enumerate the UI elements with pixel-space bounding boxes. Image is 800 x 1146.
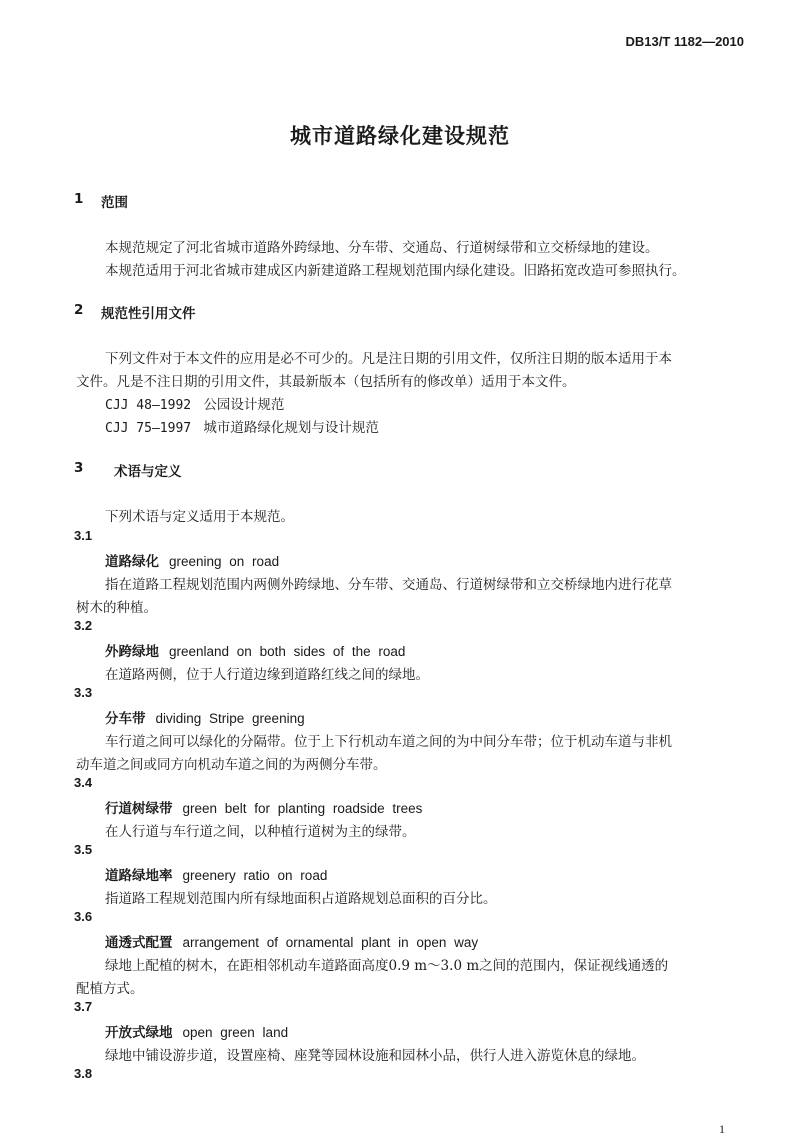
term-heading <box>105 1021 288 1041</box>
term-definition: 车行道之间可以绿化的分隔带。位于上下行机动车道之间的为中间分车带；位于机动车道与非机 <box>105 734 672 750</box>
term-heading <box>105 707 305 727</box>
term-definition: 动车道之间或同方向机动车道之间的为两侧分车带。 <box>76 757 387 773</box>
term-zh: 开放式绿地 <box>105 1025 173 1041</box>
term-heading <box>105 797 422 817</box>
term-en: greenland on both sides of the road <box>169 644 406 659</box>
term-zh: 分车带 <box>105 711 146 727</box>
section-1-number: 1 <box>74 191 84 207</box>
term-heading <box>105 864 327 884</box>
section-3-number: 3 <box>74 460 84 476</box>
term-zh: 外跨绿地 <box>105 644 159 660</box>
page-number: 1 <box>719 1122 725 1136</box>
section-2-para-line-2: 文件。凡是不注日期的引用文件，其最新版本（包括所有的修改单）适用于本文件。 <box>76 374 576 390</box>
term-heading <box>105 640 405 660</box>
term-en: greenery ratio on road <box>182 868 328 883</box>
term-definition: 配植方式。 <box>76 981 144 997</box>
term-zh: 行道树绿带 <box>105 801 173 817</box>
reference-code: CJJ 48—1992 <box>105 398 192 413</box>
section-2-para-line-1: 下列文件对于本文件的应用是必不可少的。凡是注日期的引用文件，仅所注日期的版本适用于本 <box>105 351 672 367</box>
term-definition: 绿地中铺设游步道，设置座椅、座凳等园林设施和园林小品，供行人进入游览休息的绿地。 <box>105 1048 645 1064</box>
section-1-para-2: 本规范适用于河北省城市建成区内新建道路工程规划范围内绿化建设。旧路拓宽改造可参照执行。 <box>105 263 686 279</box>
term-en: open green land <box>182 1025 289 1040</box>
reference-title: 城市道路绿化规划与设计规范 <box>203 420 379 436</box>
term-en: greening on road <box>169 554 280 569</box>
term-heading <box>105 550 279 570</box>
term-number: 3.5 <box>74 842 93 857</box>
term-definition: 树木的种植。 <box>76 600 157 616</box>
term-number: 3.3 <box>74 685 93 700</box>
term-en: dividing Stripe greening <box>155 711 305 726</box>
term-number: 3.1 <box>74 528 93 543</box>
term-number: 3.2 <box>74 618 93 633</box>
section-3-heading: 术语与定义 <box>114 464 182 480</box>
reference-item <box>105 393 284 413</box>
page-title: 城市道路绿化建设规范 <box>290 124 510 148</box>
term-definition: 在道路两侧，位于人行道边缘到道路红线之间的绿地。 <box>105 667 429 683</box>
section-3-intro: 下列术语与定义适用于本规范。 <box>105 509 294 525</box>
section-1-para-1: 本规范规定了河北省城市道路外跨绿地、分车带、交通岛、行道树绿带和立交桥绿地的建设。 <box>105 240 659 256</box>
document-code: DB13/T 1182—2010 <box>625 34 744 49</box>
term-definition: 在人行道与车行道之间，以种植行道树为主的绿带。 <box>105 824 416 840</box>
section-2-number: 2 <box>74 302 84 318</box>
reference-code: CJJ 75—1997 <box>105 421 192 436</box>
term-definition: 指道路工程规划范围内所有绿地面积占道路规划总面积的百分比。 <box>105 891 497 907</box>
term-zh: 道路绿化 <box>105 554 159 570</box>
term-definition: 绿地上配植的树木，在距相邻机动车道路面高度0.9 m～3.0 m之间的范围内，保证视线通透的 <box>105 958 669 974</box>
term-number: 3.4 <box>74 775 93 790</box>
term-en: green belt for planting roadside trees <box>182 801 423 816</box>
term-zh: 通透式配置 <box>105 935 173 951</box>
term-zh: 道路绿地率 <box>105 868 173 884</box>
term-en: arrangement of ornamental plant in open way <box>182 935 479 950</box>
term-number: 3.8 <box>74 1066 93 1081</box>
section-1-heading: 范围 <box>101 195 128 211</box>
term-number: 3.7 <box>74 999 93 1014</box>
reference-item <box>105 416 379 436</box>
term-definition: 指在道路工程规划范围内两侧外跨绿地、分车带、交通岛、行道树绿带和立交桥绿地内进行花草 <box>105 577 672 593</box>
term-number: 3.6 <box>74 909 93 924</box>
section-2-heading: 规范性引用文件 <box>101 306 196 322</box>
term-heading <box>105 931 478 951</box>
reference-title: 公园设计规范 <box>203 397 285 413</box>
